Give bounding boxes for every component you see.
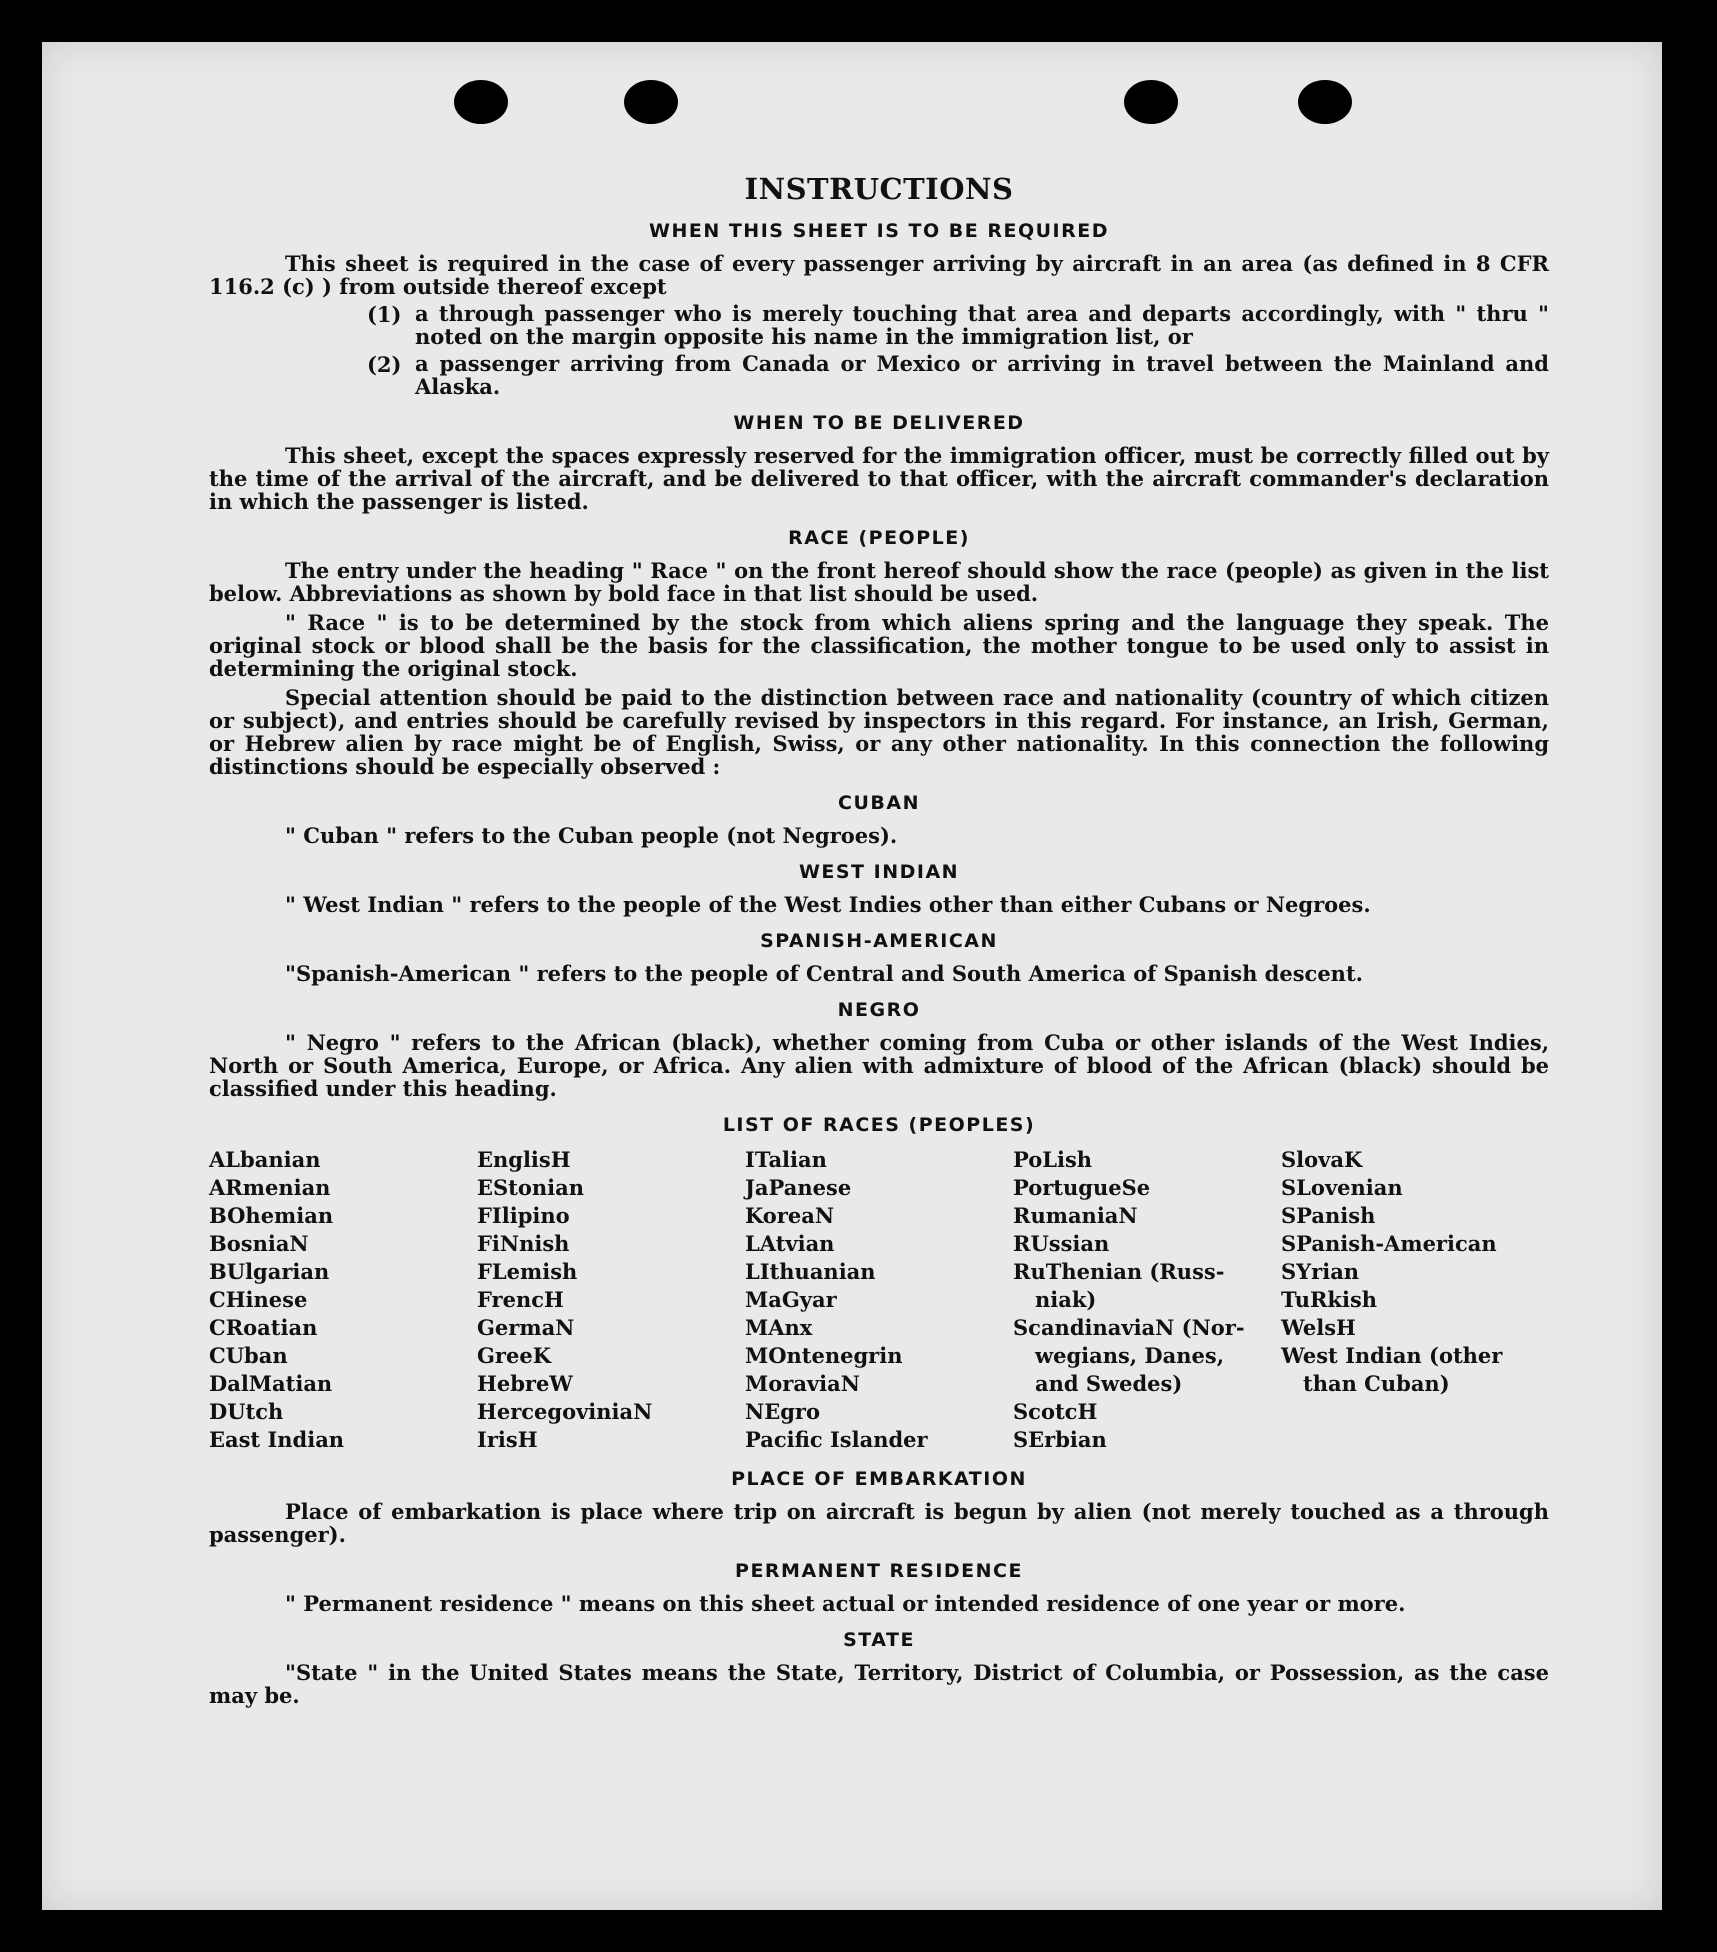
- race-item: PortugueSe: [1013, 1175, 1151, 1200]
- heading-west-indian: WEST INDIAN: [798, 861, 960, 883]
- punch-hole: [1124, 80, 1178, 124]
- cuban-text: " Cuban " refers to the Cuban people (not Negroes).: [285, 823, 898, 848]
- race-item: TuRkish: [1281, 1287, 1378, 1312]
- race-item: MOntenegrin: [745, 1343, 903, 1368]
- exception-number: (1): [367, 302, 402, 327]
- required-intro-text: This sheet is required in the case of every passenger arriving by aircraft in an area (as defined in 8 CFR 116.2 (c) ) from outside thereof: [209, 251, 1549, 299]
- races-column-1: [209, 1146, 477, 1454]
- race-item: FrencH: [477, 1287, 564, 1312]
- negro-text: " Negro " refers to the African (black), whether coming from Cuba or other islands of the West Indies, North or South America, Europe, or Africa. Any alien with admixture of blood of the African (black) should be classified under this heading.: [209, 1030, 1549, 1101]
- race-item: BosniaN: [209, 1231, 309, 1256]
- race-item: GreeK: [477, 1343, 551, 1368]
- races-list: [209, 1146, 1549, 1454]
- race-item: MoraviaN: [745, 1371, 860, 1396]
- race-item: WelsH: [1281, 1315, 1356, 1340]
- race-paragraph-2: " Race " is to be determined by the stock from which aliens spring and the language they speak. The original stock or blood shall be the basis for the classification, the mother tongue to be used only to assist in determining the original stock.: [209, 610, 1549, 681]
- heading-when-required: WHEN THIS SHEET IS TO BE REQUIRED: [648, 220, 1109, 242]
- race-paragraph-1: The entry under the heading " Race " on the front hereof should show the race (people) as given in the list below. Abbreviations as shown by bold face in that list should be used.: [209, 558, 1549, 606]
- race-item: Pacific Islander: [745, 1427, 928, 1452]
- spanish-american-text: "Spanish-American " refers to the people of Central and South America of Spanish descent.: [285, 961, 1363, 986]
- race-item: DUtch: [209, 1399, 284, 1424]
- race-item: RUssian: [1013, 1231, 1110, 1256]
- page-title: INSTRUCTIONS: [744, 172, 1014, 206]
- heading-spanish-american: SPANISH-AMERICAN: [760, 930, 998, 952]
- race-item: IrisH: [477, 1427, 538, 1452]
- race-item: PoLish: [1013, 1147, 1093, 1172]
- race-item-continued: than Cuban): [1303, 1371, 1450, 1396]
- race-item: FIlipino: [477, 1203, 570, 1228]
- document-sheet: [42, 42, 1662, 1910]
- race-item: ALbanian: [209, 1147, 321, 1172]
- heading-state: STATE: [843, 1629, 915, 1651]
- race-item: EnglisH: [477, 1147, 571, 1172]
- race-item: CUban: [209, 1343, 288, 1368]
- races-column-5: [1281, 1146, 1549, 1454]
- punch-hole: [454, 80, 508, 124]
- races-column-2: [477, 1146, 745, 1454]
- race-item: ScandinaviaN (Nor-: [1013, 1315, 1245, 1340]
- race-item: CHinese: [209, 1287, 308, 1312]
- race-item: ScotcH: [1013, 1399, 1098, 1424]
- race-item: SPanish-American: [1281, 1231, 1497, 1256]
- required-intro: [209, 252, 1549, 298]
- race-item: East Indian: [209, 1427, 345, 1452]
- race-item: HercegoviniaN: [477, 1399, 653, 1424]
- punch-hole: [1298, 80, 1352, 124]
- west-indian-text: " West Indian " refers to the people of the West Indies other than either Cubans or Negroes.: [285, 892, 1371, 917]
- residence-text: " Permanent residence " means on this sheet actual or intended residence of one year or more.: [285, 1591, 1406, 1616]
- race-item: LIthuanian: [745, 1259, 876, 1284]
- races-column-4: [1013, 1146, 1281, 1454]
- heading-list-of-races: LIST OF RACES (PEOPLES): [722, 1114, 1036, 1136]
- race-item: CRoatian: [209, 1315, 318, 1340]
- heading-embarkation: PLACE OF EMBARKATION: [731, 1468, 1027, 1490]
- race-item: ARmenian: [209, 1175, 331, 1200]
- race-item: MAnx: [745, 1315, 813, 1340]
- heading-cuban: CUBAN: [838, 792, 920, 814]
- required-intro-except: except: [590, 274, 667, 299]
- races-column-3: [745, 1146, 1013, 1454]
- exception-item: [367, 352, 1549, 398]
- heading-race: RACE (PEOPLE): [788, 527, 970, 549]
- race-item: SYrian: [1281, 1259, 1360, 1284]
- race-item: BOhemian: [209, 1203, 334, 1228]
- race-item: ITalian: [745, 1147, 827, 1172]
- race-item: DalMatian: [209, 1371, 333, 1396]
- race-item: FLemish: [477, 1259, 578, 1284]
- embarkation-text: Place of embarkation is place where trip on aircraft is begun by alien (not merely touched as a through passenger).: [209, 1499, 1549, 1547]
- race-item: LAtvian: [745, 1231, 835, 1256]
- race-item: MaGyar: [745, 1287, 837, 1312]
- race-item-continued: and Swedes): [1035, 1371, 1183, 1396]
- race-item: SErbian: [1013, 1427, 1107, 1452]
- race-item: RumaniaN: [1013, 1203, 1138, 1228]
- race-item: HebreW: [477, 1371, 573, 1396]
- state-text: "State " in the United States means the State, Territory, District of Columbia, or Possession, as the case may be.: [209, 1660, 1549, 1708]
- race-item: GermaN: [477, 1315, 575, 1340]
- race-item: BUlgarian: [209, 1259, 330, 1284]
- race-item: SLovenian: [1281, 1175, 1403, 1200]
- race-item: EStonian: [477, 1175, 584, 1200]
- exception-text: a passenger arriving from Canada or Mexico or arriving in travel between the Mainland and Alaska.: [415, 351, 1549, 399]
- race-paragraph-3: Special attention should be paid to the distinction between race and nationality (country of which citizen or subject), and entries should be carefully revised by inspectors in this regard. For instance, an Irish, German, or Hebrew alien by race might be of English, Swiss, or any other nationality. In this connection the following distinctions should be especially observed :: [209, 685, 1549, 779]
- heading-permanent-residence: PERMANENT RESIDENCE: [735, 1560, 1023, 1582]
- race-item-continued: niak): [1035, 1287, 1097, 1312]
- race-item: FiNnish: [477, 1231, 570, 1256]
- punch-hole: [624, 80, 678, 124]
- race-item: SlovaK: [1281, 1147, 1363, 1172]
- race-item: KoreaN: [745, 1203, 835, 1228]
- heading-negro: NEGRO: [837, 999, 921, 1021]
- race-item: West Indian (other: [1281, 1343, 1503, 1368]
- delivered-text: This sheet, except the spaces expressly reserved for the immigration officer, must be correctly filled out by the time of the arrival of the aircraft, and be delivered to that officer, with the aircraft commander's declaration in which the passenger is listed.: [209, 443, 1549, 514]
- instructions-content: [209, 172, 1549, 1707]
- race-item: SPanish: [1281, 1203, 1376, 1228]
- exception-item: [367, 302, 1549, 348]
- exception-number: (2): [367, 352, 402, 377]
- exception-text: a through passenger who is merely touching that area and departs accordingly, with " thru " noted on the margin opposite his name in the immigration list, or: [415, 301, 1549, 349]
- race-item: JaPanese: [745, 1175, 852, 1200]
- heading-when-delivered: WHEN TO BE DELIVERED: [733, 412, 1025, 434]
- race-item: RuThenian (Russ-: [1013, 1259, 1225, 1284]
- race-item: NEgro: [745, 1399, 820, 1424]
- race-item-continued: wegians, Danes,: [1035, 1343, 1224, 1368]
